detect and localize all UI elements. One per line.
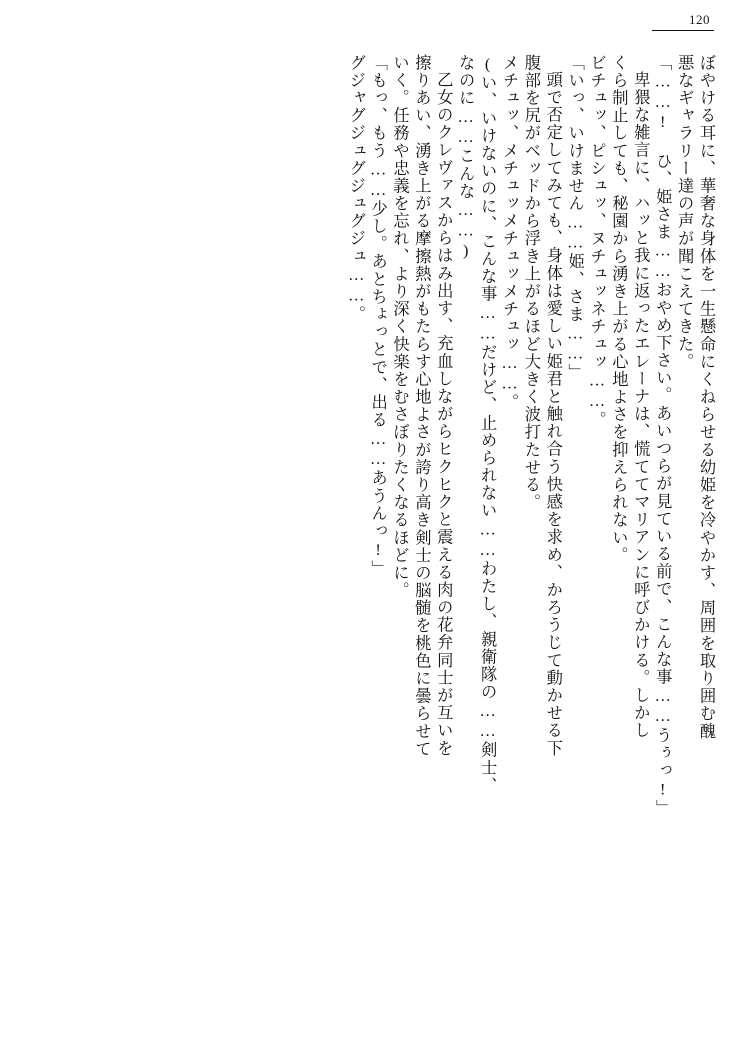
header-rule [652, 30, 714, 31]
text-line: 卑猥な雑言に、ハッと我に返ったエレーナは、慌ててマリアンに呼びかける。しかし [631, 71, 651, 740]
text-line: ぼやける耳に、華奢な身体を一生懸命にくねらせる幼姫を冷やかす、周囲を取り囲む醜 [697, 54, 716, 741]
text-line: 「もっ、もう……少し。あとちょっとで、出る……あうんっ!」 [368, 54, 388, 578]
text-line: メチュッ、メチュッメチュッメチュッ……。 [499, 54, 519, 412]
text-line: (い、いけないのに、こんな事……だけど、止められない……わたし、親衛隊の……剣士、 [478, 54, 498, 795]
text-line: 頭で否定してみても、身体は愛しい姫君と触れ合う快感を求め、かろうじて動かせる下 [543, 71, 563, 758]
text-line: くら制止しても、秘園から湧き上がる心地よさを抑えられない。 [609, 54, 629, 565]
text-line: 悪なギャラリー達の声が聞こえてきた。 [675, 54, 695, 371]
vertical-text-block [40, 54, 714, 1008]
text-line: なのに……こんな……) [456, 54, 476, 262]
text-line: 乙女のクレヴァスからはみ出す、充血しながらヒクヒクと震える肉の花弁同士が互いを [434, 71, 454, 758]
page-number: 120 [689, 12, 710, 27]
text-line: 「いっ、いけません……姫、さま……」 [565, 54, 585, 382]
text-line: ビチュッ、ピシュッ、ヌチュッネチュッ……。 [587, 54, 607, 429]
text-line: 「……! ひ、姫さま……おやめ下さい。あいつらが見ている前で、こんな事……うぅっ!」 [653, 54, 673, 818]
text-line: 擦りあい、湧き上がる摩擦熱がもたらす心地よさが誇り高き剣士の脳髄を桃色に曇らせて [412, 54, 432, 758]
text-line: いく。任務や忠義を忘れ、より深く快楽をむさぼりたくなるほどに。 [390, 54, 410, 600]
text-line: グジャグジュグジュグジュ……。 [346, 54, 366, 324]
text-line: 腹部を尻がベッドから浮き上がるほど大きく波打たせる。 [521, 54, 541, 512]
